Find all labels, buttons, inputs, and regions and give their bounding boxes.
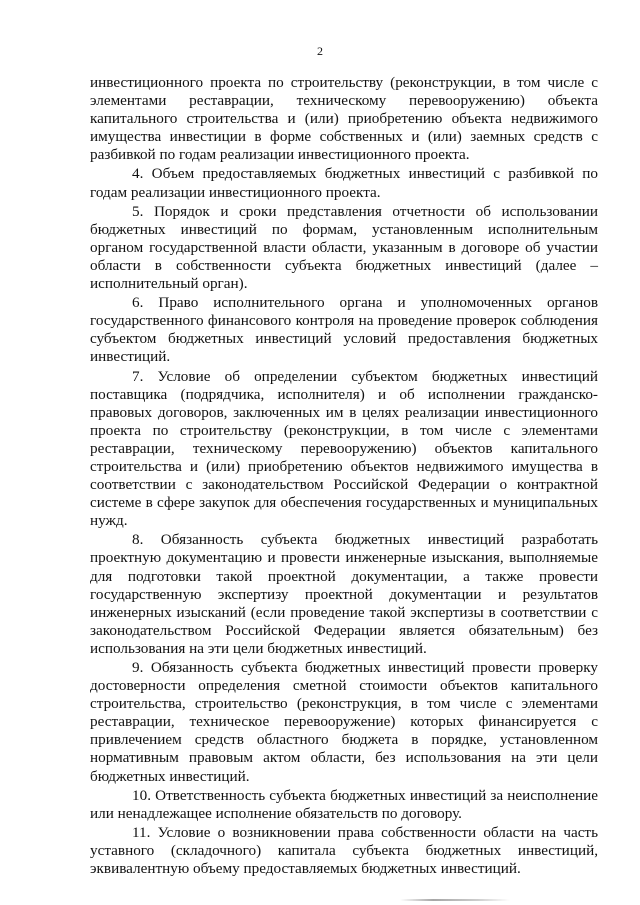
paragraph-4: 4. Объем предоставляемых бюджетных инвестиций с разбивкой по годам реализации инвестиционного проекта. [90,165,598,201]
paragraph-8: 8. Обязанность субъекта бюджетных инвестиций разработать проектную документацию и провести инженерные изыскания, выполняемые для подготовки такой проектной документации, а также провести государственную экспертизу проектной документации и результатов инженерных изысканий (если проведение такой экспертизы в соответствии с законодательством Российской Федерации является обязательным) без использования на эти цели бюджетных инвестиций. [90,531,598,657]
paragraph-6: 6. Право исполнительного органа и уполномоченных органов государственного финансового контроля на проведение проверок соблюдения субъектом бюджетных инвестиций условий предоставления бюджетных инвестиций. [90,294,598,366]
paragraph-5: 5. Порядок и сроки представления отчетности об использовании бюджетных инвестиций по формам, установленным исполнительным органом государственной власти области, указанным в договоре об участии области в собственности субъекта бюджетных инвестиций (далее – исполнительный орган). [90,202,598,293]
page-number: 2 [317,44,323,58]
paragraph-7: 7. Условие об определении субъектом бюджетных инвестиций поставщика (подрядчика, исполнителя) и об исполнении гражданско-правовых договоров, заключенных им в целях реализации инвестиционного проекта по строительству (реконструкции, в том числе с элементами реставрации, техническому перевооружению) объектов капитального строительства и (или) приобретению объектов недвижимого имущества в соответствии с законодательством Российской Федерации о контрактной системе в сфере закупок для обеспечения государственных и муниципальных нужд. [90,367,598,530]
scan-artifact [400,899,510,901]
paragraph-11: 11. Условие о возникновении права собственности области на часть уставного (складочного) капитала субъекта бюджетных инвестиций, эквивалентную объему предоставляемых бюджетных инвестиций. [90,823,598,878]
paragraph-9: 9. Обязанность субъекта бюджетных инвестиций провести проверку достоверности определения сметной стоимости объектов капитального строительства, строительство (реконструкция, в том числе с элементами реставрации, техническое перевооружение) которых финансируется с привлечением средств областного бюджета в порядке, установленном нормативным правовым актом области, без использования на эти цели бюджетных инвестиций. [90,659,598,785]
document-body [90,74,598,879]
paragraph-continuation: инвестиционного проекта по строительству (реконструкции, в том числе с элементами реставрации, техническому перевооружению) объекта капитального строительства и (или) приобретению объекта недвижимого имущества инвестиции в форме собственных и (или) заемных средств с разбивкой по годам реализации инвестиционного проекта. [90,74,598,164]
paragraph-10: 10. Ответственность субъекта бюджетных инвестиций за неисполнение или ненадлежащее исполнение обязательств по договору. [90,786,598,822]
